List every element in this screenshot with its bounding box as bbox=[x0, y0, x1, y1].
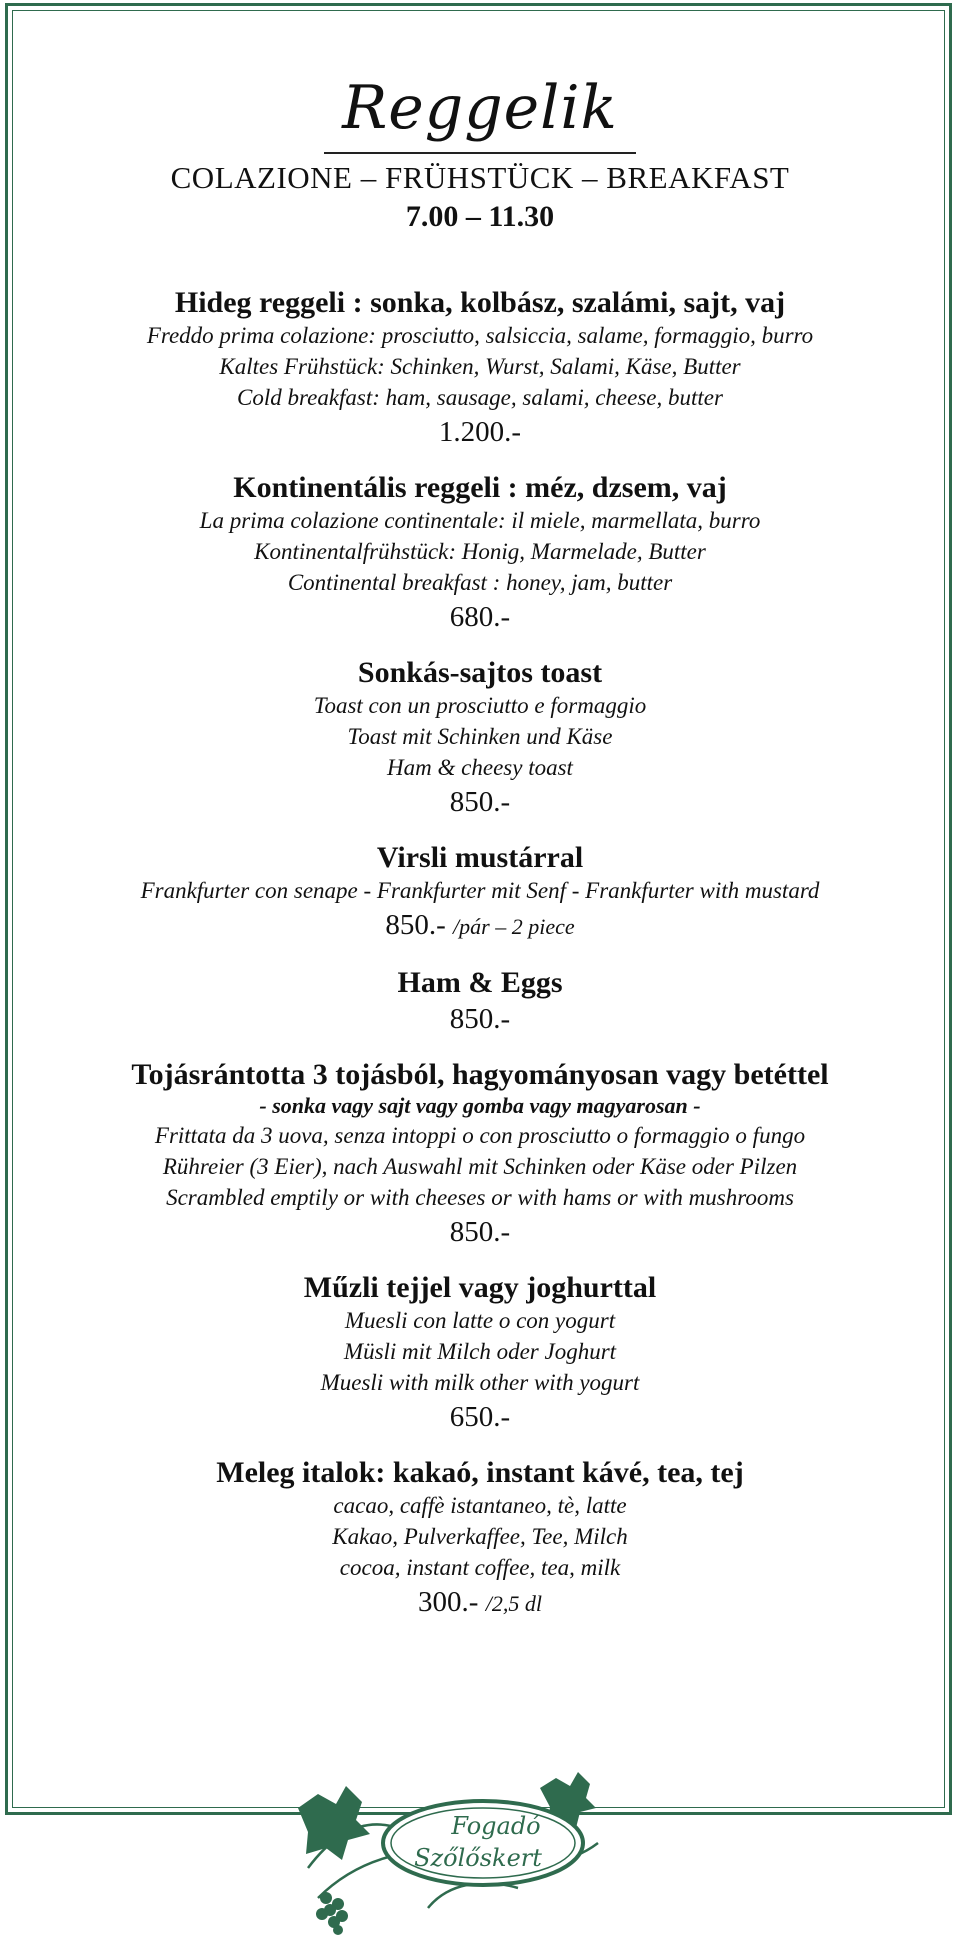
logo-text-line1: Fogadó bbox=[451, 1812, 541, 1840]
menu-item bbox=[40, 966, 920, 1038]
menu-item-translation: Frankfurter con senape - Frankfurter mit Senf - Frankfurter with mustard bbox=[140, 878, 820, 903]
menu-item-translation: cocoa, instant coffee, tea, milk bbox=[339, 1555, 621, 1580]
menu-item-options: - sonka vagy sajt vagy gomba vagy magyarosan - bbox=[259, 1093, 701, 1118]
menu-item-translation: La prima colazione continentale: il miele, marmellata, burro bbox=[199, 508, 761, 533]
menu-item-name: Virsli mustárral bbox=[376, 841, 584, 874]
menu-item-price-unit: /pár – 2 piece bbox=[453, 914, 575, 939]
menu-item-price-row bbox=[40, 1398, 920, 1436]
menu-item-translation: Scrambled emptily or with cheeses or with hams or with mushrooms bbox=[166, 1185, 794, 1210]
menu-item-translation: Toast mit Schinken und Käse bbox=[347, 724, 613, 749]
menu-item-price-row bbox=[40, 413, 920, 451]
menu-items-list bbox=[40, 286, 920, 1643]
menu-item bbox=[40, 656, 920, 821]
menu-item-name: Tojásrántotta 3 tojásból, hagyományosan vagy betéttel bbox=[131, 1058, 829, 1091]
menu-item-name: Sonkás-sajtos toast bbox=[357, 656, 603, 689]
logo-text-line2: Szőlőskert bbox=[414, 1844, 542, 1872]
menu-item-price: 850.- bbox=[449, 786, 511, 818]
menu-item-price: 650.- bbox=[449, 1401, 511, 1433]
page-title: Reggelik bbox=[324, 68, 636, 154]
menu-item-price-unit: /2,5 dl bbox=[485, 1591, 542, 1616]
menu-item-price: 850.- bbox=[449, 1003, 511, 1035]
menu-item-name: Kontinentális reggeli : méz, dzsem, vaj bbox=[233, 471, 727, 504]
menu-item-name: Ham & Eggs bbox=[397, 966, 563, 999]
menu-item-price: 1.200.- bbox=[438, 416, 522, 448]
menu-item bbox=[40, 841, 920, 946]
menu-item bbox=[40, 1058, 920, 1251]
menu-item-price-row bbox=[40, 783, 920, 821]
menu-item-translation: cacao, caffè istantaneo, tè, latte bbox=[333, 1493, 627, 1518]
menu-item-translation: Rühreier (3 Eier), nach Auswahl mit Schinken oder Käse oder Pilzen bbox=[162, 1154, 798, 1179]
menu-item-translation: Muesli with milk other with yogurt bbox=[320, 1370, 640, 1395]
menu-item-name: Meleg italok: kakaó, instant kávé, tea, tej bbox=[216, 1456, 744, 1489]
menu-header bbox=[0, 68, 960, 236]
menu-item-price: 850.- bbox=[449, 1216, 511, 1248]
menu-item bbox=[40, 1271, 920, 1436]
menu-item-translation: Continental breakfast : honey, jam, butter bbox=[287, 570, 673, 595]
serving-hours: 7.00 – 11.30 bbox=[405, 200, 555, 233]
menu-item-price-row bbox=[40, 1000, 920, 1038]
menu-item-translation: Cold breakfast: ham, sausage, salami, cheese, butter bbox=[237, 385, 723, 410]
menu-item-name: Műzli tejjel vagy joghurttal bbox=[303, 1271, 657, 1304]
restaurant-logo bbox=[278, 1748, 618, 1938]
menu-item-price-row bbox=[40, 1213, 920, 1251]
menu-item-price-row bbox=[40, 906, 920, 946]
menu-item-price: 300.- bbox=[418, 1586, 479, 1618]
menu-item-translation: Müsli mit Milch oder Joghurt bbox=[343, 1339, 617, 1364]
menu-item bbox=[40, 471, 920, 636]
menu-item-price-row bbox=[40, 598, 920, 636]
menu-item-translation: Kontinentalfrühstück: Honig, Marmelade, Butter bbox=[254, 539, 706, 564]
menu-item-price: 680.- bbox=[449, 601, 511, 633]
menu-item-name: Hideg reggeli : sonka, kolbász, szalámi, sajt, vaj bbox=[174, 286, 786, 319]
menu-item-price: 850.- bbox=[385, 909, 446, 941]
menu-item-translation: Frittata da 3 uova, senza intoppi o con prosciutto o formaggio o fungo bbox=[154, 1123, 806, 1148]
menu-item-translation: Muesli con latte o con yogurt bbox=[344, 1308, 616, 1333]
menu-item-translation: Kaltes Frühstück: Schinken, Wurst, Salami, Käse, Butter bbox=[219, 354, 741, 379]
menu-item bbox=[40, 1456, 920, 1623]
menu-item-translation: Toast con un prosciutto e formaggio bbox=[313, 693, 647, 718]
menu-item-translation: Ham & cheesy toast bbox=[387, 755, 573, 780]
menu-item-translation: Kakao, Pulverkaffee, Tee, Milch bbox=[332, 1524, 628, 1549]
menu-item bbox=[40, 286, 920, 451]
menu-item-translation: Freddo prima colazione: prosciutto, salsiccia, salame, formaggio, burro bbox=[146, 323, 814, 348]
page-subtitle: COLAZIONE – FRÜHSTÜCK – BREAKFAST bbox=[170, 160, 790, 195]
menu-item-price-row bbox=[40, 1583, 920, 1623]
